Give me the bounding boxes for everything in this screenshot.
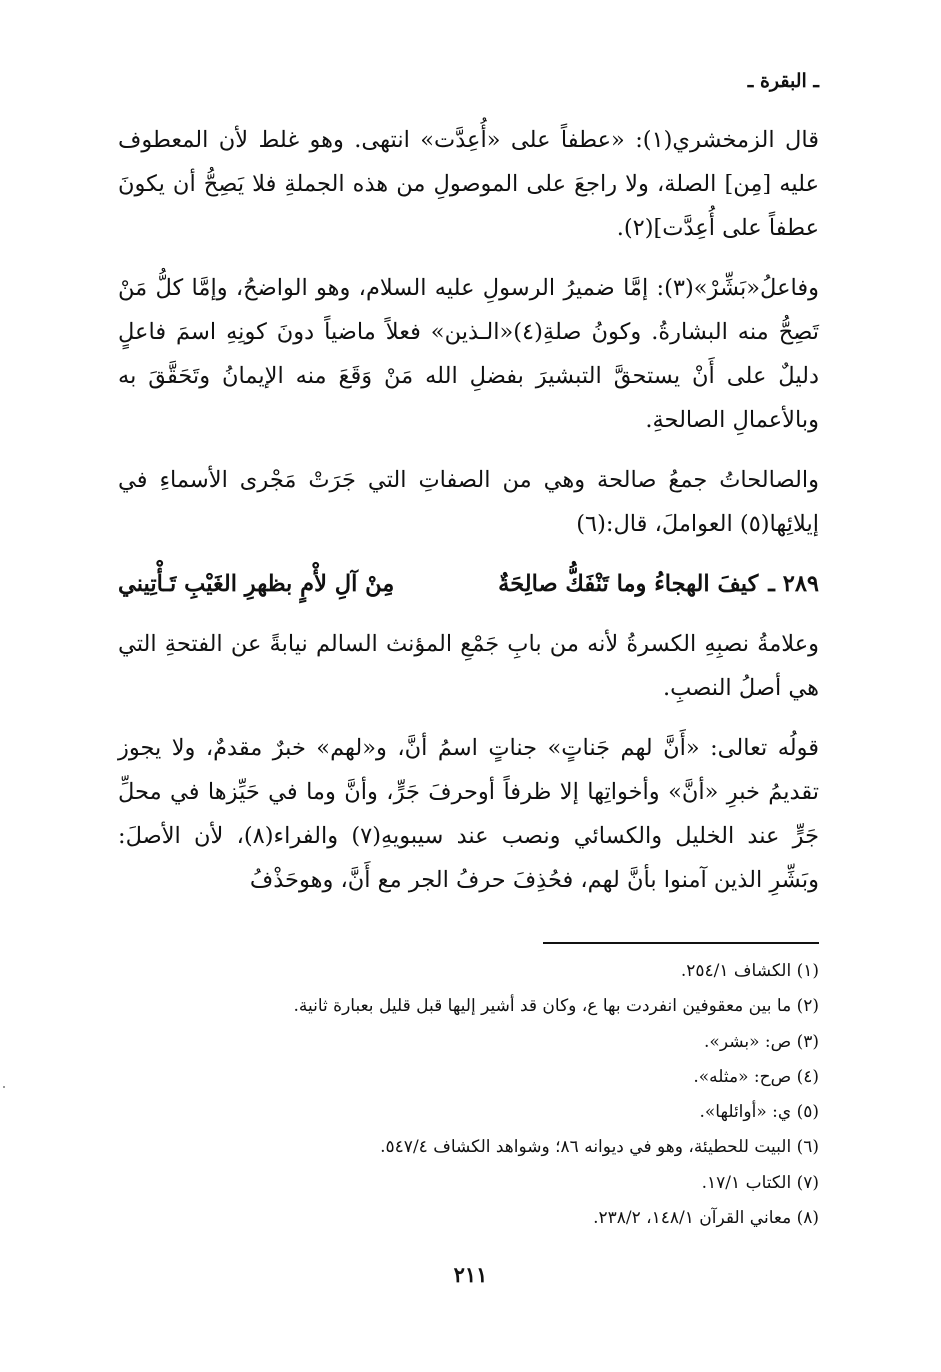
footnote: (٣) ص: «بشر». [704, 1031, 819, 1052]
paragraph: وفاعلُ«بَشِّرْ»(٣): إمَّا ضميرُ الرسولِ عليه السلام، وهو الواضحُ، وإمَّا كلُّ مَنْ تَصِحُّ منه البشارةُ. وكونُ صلةِ(٤)«الـذين» فعلاً ماضياً دونَ كونِهِ اسمَ فاعلٍ دليلٌ على أَنْ يستحقَّ التبشيرَ بفضلِ الله مَنْ وَقَعَ منه الإيمانُ وتَحَقَّقَ به وبالأعمالِ الصالحةِ. [118, 275, 819, 433]
verse-first-hemistich: كيفَ الهجاءُ وما تَنْفَكُّ صالِحَةٌ [498, 571, 759, 597]
running-header: ـ البقرة ـ [747, 70, 819, 92]
verse-number: ٢٨٩ ـ [768, 571, 819, 597]
main-text [118, 118, 819, 918]
footnote: (١) الكشاف ٢٥٤/١. [680, 961, 819, 981]
footnote-separator [543, 942, 819, 944]
poem-verse [118, 562, 819, 606]
footnote: (٢) ما بين معقوفين انفردت بها ع، وكان قد أشير إليها قبل قليل بعبارة ثانية. [293, 996, 819, 1017]
footnotes [118, 954, 819, 1236]
footnote: (٥) ي: «أوائلها». [699, 1102, 819, 1123]
paragraph: قال الزمخشري(١): «عطفاً على «أُعِدَّت» انتهى. وهو غلط لأن المعطوف عليه [مِن] الصلة، ولا راجعَ على الموصولِ من هذه الجملةِ فلا يَصِحُّ أن يكونَ عطفاً على أُعِدَّت](٢). [118, 127, 819, 241]
footnote: (٦) البيت للحطيئة، وهو في ديوانه ٨٦؛ وشواهد الكشاف ٥٤٧/٤. [380, 1137, 819, 1158]
footnote: (٨) معاني القرآن ١٤٨/١، ٢٣٨/٢. [593, 1208, 819, 1229]
footnote: (٤) ص‌ح: «مثله». [693, 1066, 819, 1087]
footnote: (٧) الكتاب ١٧/١. [701, 1172, 819, 1193]
verse-second-hemistich: مِنْ آلِ لأْمٍ بظهرِ الغَيْبِ تَـأْتِيني [117, 571, 395, 597]
paragraph: والصالحاتُ جمعُ صالحة وهي من الصفاتِ التي جَرَتْ مَجْرى الأسماءِ في إيلائِها(٥) العواملَ، قال:(٦) [118, 467, 819, 537]
paragraph: وعلامةُ نصبِهِ الكسرةُ لأنه من بابِ جَمْعِ المؤنث السالم نيابةً عن الفتحةِ التي هي أصلُ النصبِ. [118, 631, 819, 701]
paragraph: قولُه تعالى: «أَنَّ لهم جَناتٍ» جناتٍ اسمُ أنَّ، و«لهم» خبرٌ مقدمٌ، ولا يجوز تقديمُ خبرِ «أنَّ» وأخواتِها إلا ظرفاً أوحرفَ جَرٍّ، وأنَّ وما في حَيِّزها في محلِّ جَرٍّ عند الخليل والكسائي ونصب عند سيبويهِ(٧) والفراء(٨)، لأن الأصلَ: وبَشِّرِ الذين آمنوا بأنَّ لهم، فحُذِفَ حرفُ الجر مع أَنَّ، وهوحَذْفُ [118, 735, 819, 893]
scan-speck [3, 1086, 5, 1088]
page-number: ٢١١ [453, 1262, 488, 1287]
